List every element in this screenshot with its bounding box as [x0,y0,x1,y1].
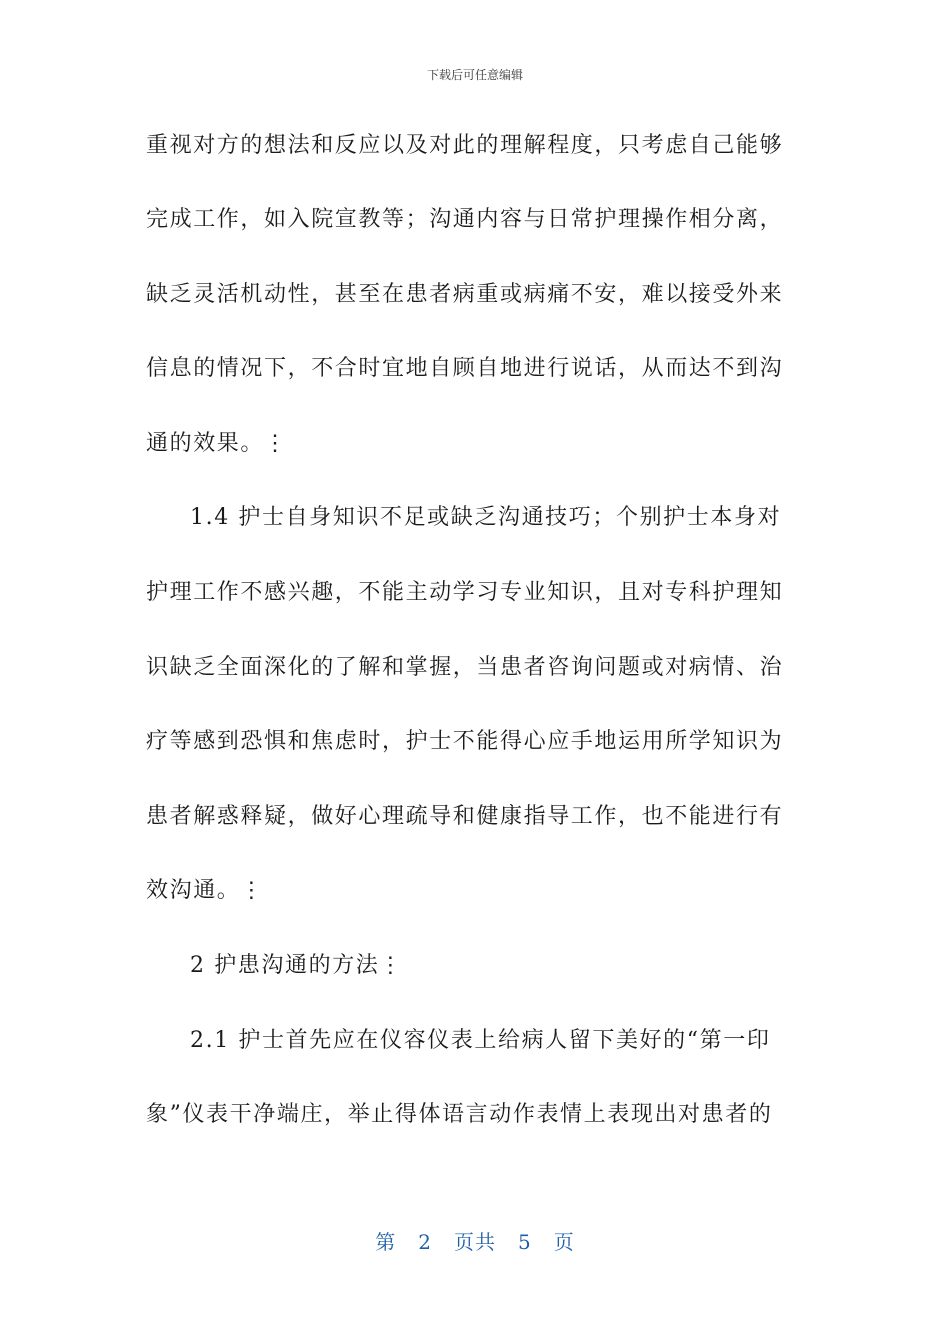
paragraph-line: 重视对方的想法和反应以及对此的理解程度，只考虑自己能够 [146,133,784,158]
paragraph-line: 完成工作，如入院宣教等；沟通内容与日常护理操作相分离， [146,207,784,232]
footer-middle: 页共 [454,1230,496,1254]
footer-prefix: 第 [375,1230,397,1254]
paragraph-line: 信息的情况下，不合时宜地自顾自地进行说话，从而达不到沟 [146,356,784,381]
total-page-count: 5 [518,1230,532,1254]
paragraph-line: 1.4 护士自身知识不足或缺乏沟通技巧；个别护士本身对 [190,505,782,530]
paragraph-line: 患者解惑释疑，做好心理疏导和健康指导工作，也不能进行有 [146,804,784,829]
footer-suffix: 页 [553,1230,575,1254]
paragraph-line: 护理工作不感兴趣，不能主动学习专业知识，且对专科护理知 [146,580,784,605]
paragraph-line: 2.1 护士首先应在仪容仪表上给病人留下美好的“第一印 [190,1028,771,1053]
current-page-number: 2 [418,1230,432,1254]
paragraph-line: 缺乏灵活机动性，甚至在患者病重或病痛不安，难以接受外来 [146,282,784,307]
page-header: 下载后可任意编辑 [426,68,523,82]
page-footer [0,1226,950,1255]
section-heading: 2 护患沟通的方法⋮ [190,953,403,978]
paragraph-line: 疗等感到恐惧和焦虑时，护士不能得心应手地运用所学知识为 [146,729,784,754]
paragraph-line: 象”仪表干净端庄，举止得体语言动作表情上表现出对患者的 [146,1102,773,1127]
paragraph-line: 识缺乏全面深化的了解和掌握，当患者咨询问题或对病情、治 [146,655,784,680]
paragraph-line: 通的效果。⋮ [146,431,288,456]
paragraph-line: 效沟通。⋮ [146,878,265,903]
